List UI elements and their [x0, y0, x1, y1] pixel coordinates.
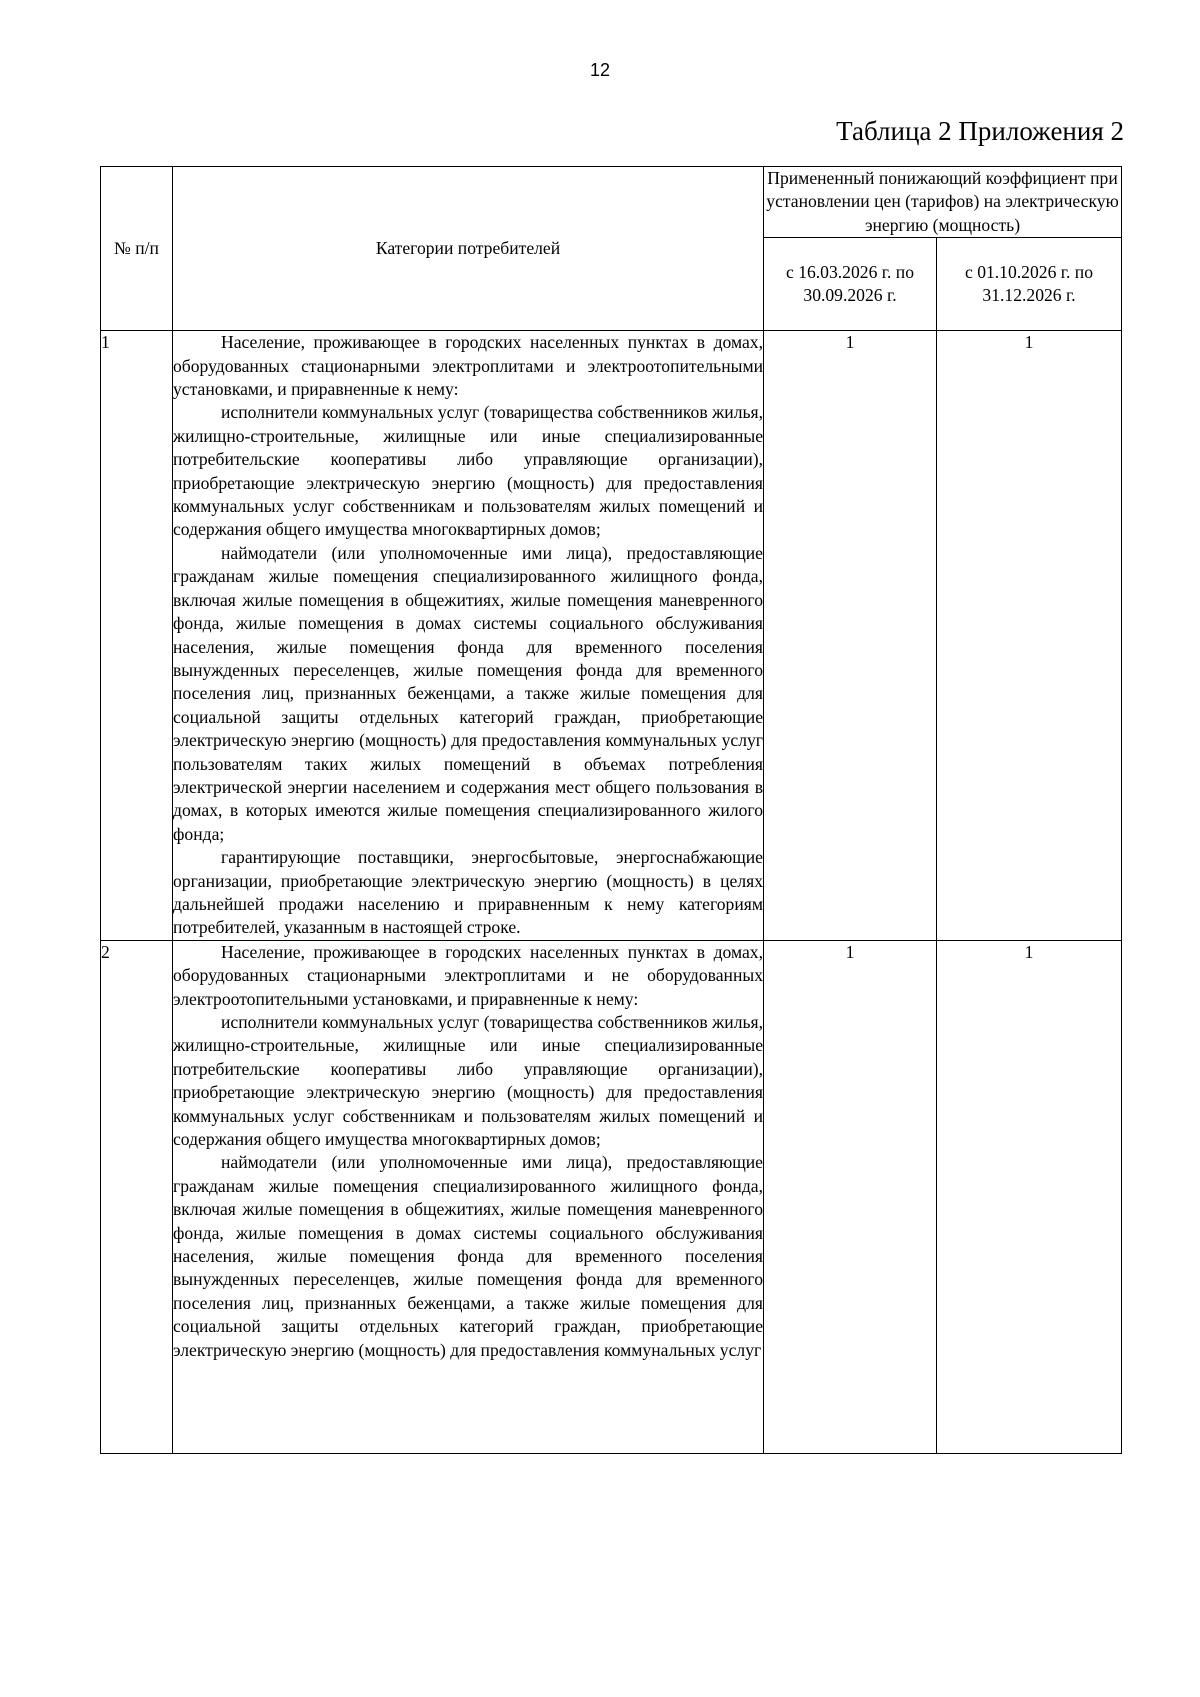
row-paragraph: наймодатели (или уполномоченные ими лица), предоставляющие гражданам жилые помещения специализированного жилищного фонда, включая жилые помещения в общежитиях, жилые помещения маневренного фонда, жилые помещения в домах системы социального обслуживания населения, жилые помещения фонда для временного поселения вынужденных переселенцев, жилые помещения фонда для временного поселения лиц, признанных беженцами, а также жилые помещения для социальной защиты отдельных категорий граждан, приобретающие электрическую энергию (мощность) для предоставления коммунальных услуг пользователям таких жилых помещений в объемах потребления электрической энергии населением и содержания мест общего пользования в домах, в которых имеются жилые помещения специализированного жилого фонда; [173, 542, 763, 844]
row-value-period-2: 1 [937, 940, 1122, 1453]
header-category: Категории потребителей [173, 167, 764, 331]
row-description-continued [173, 941, 763, 1453]
header-period-1: с 16.03.2026 г. по 30.09.2026 г. [764, 238, 937, 331]
row-paragraph: гарантирующие поставщики, энергосбытовые, энергоснабжающие организации, приобретающие электрическую энергию (мощность) в целях дальнейшей продажи населению и приравненным к нему категориям потребителей, указанным в настоящей строке. [173, 847, 763, 938]
header-coefficient: Примененный понижающий коэффициент при установлении цен (тарифов) на электрическую энергию (мощность) [764, 167, 1122, 238]
table-row [101, 940, 1122, 1453]
table-caption: Таблица 2 Приложения 2 [836, 116, 1124, 146]
row-number: 1 [101, 331, 173, 941]
table-row [101, 331, 1122, 941]
page-number: 12 [589, 60, 611, 80]
row-value-period-2: 1 [937, 331, 1122, 941]
row-paragraph: Население, проживающее в городских населенных пунктах в домах, оборудованных стационарными электроплитами и электроотопительными установками, и приравненные к нему: [173, 332, 763, 400]
row-number: 2 [101, 940, 173, 1453]
row-description [173, 940, 764, 1453]
row-paragraph: наймодатели (или уполномоченные ими лица), предоставляющие гражданам жилые помещения специализированного жилищного фонда, включая жилые помещения в общежитиях, жилые помещения маневренного фонда, жилые помещения в домах системы социального обслуживания населения, жилые помещения фонда для временного поселения вынужденных переселенцев, жилые помещения фонда для временного поселения лиц, признанных беженцами, а также жилые помещения для социальной защиты отдельных категорий граждан, приобретающие электрическую энергию (мощность) для предоставления коммунальных услуг [173, 1152, 763, 1360]
row-paragraph: исполнители коммунальных услуг (товарищества собственников жилья, жилищно-строительные, жилищные или иные специализированные потребительские кооперативы либо управляющие организации), приобретающие электрическую энергию (мощность) для предоставления коммунальных услуг собственникам и пользователям жилых помещений и содержания общего имущества многоквартирных домов; [173, 402, 763, 540]
row-value-period-1: 1 [764, 331, 937, 941]
tariff-coefficient-table [100, 166, 1122, 1454]
row-value-period-1: 1 [764, 940, 937, 1453]
header-row [101, 167, 1122, 238]
row-description [173, 331, 764, 941]
row-paragraph: Население, проживающее в городских населенных пунктах в домах, оборудованных стационарными электроплитами и не оборудованных электроотопительными установками, и приравненные к нему: [173, 941, 763, 1009]
header-period-2: с 01.10.2026 г. по 31.12.2026 г. [937, 238, 1122, 331]
row-paragraph: исполнители коммунальных услуг (товарищества собственников жилья, жилищно-строительные, жилищные или иные специализированные потребительские кооперативы либо управляющие организации), приобретающие электрическую энергию (мощность) для предоставления коммунальных услуг собственникам и пользователям жилых помещений и содержания общего имущества многоквартирных домов; [173, 1012, 763, 1150]
header-number: № п/п [101, 167, 173, 331]
